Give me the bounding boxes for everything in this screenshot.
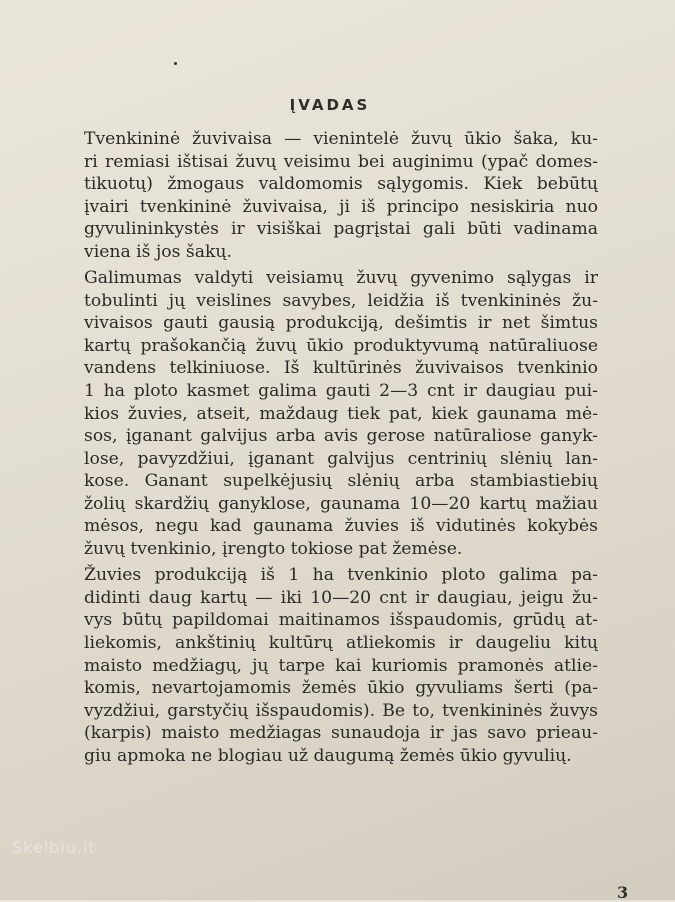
text-line: Tvenkininė žuvivaisa — vienintelė žuvų ūkio šaka, ku- <box>84 129 598 149</box>
text-line: ri remiasi ištisai žuvų veisimu bei auginimu (ypač domes- <box>84 151 598 172</box>
page-number: 3 <box>617 883 629 902</box>
text-line: kose. Ganant supelkėjusių slėnių arba stambiastiebių <box>84 471 598 492</box>
text-line: sos, įganant galvijus arba avis gerose natūraliose ganyk- <box>84 426 598 447</box>
text-line: žuvų tvenkinio, įrengto tokiose pat žemėse. <box>84 538 463 559</box>
text-line: vyzdžiui, garstyčių išspaudomis). Be to, tvenkininės žuvys <box>84 700 598 721</box>
text-line: tikuotų) žmogaus valdomomis sąlygomis. Kiek bebūtų <box>84 174 598 195</box>
text-line: Žuvies produkciją iš 1 ha tvenkinio ploto galima pa- <box>84 565 598 586</box>
text-line: viena iš jos šakų. <box>84 241 232 262</box>
text-line: vivaisos gauti gausią produkciją, dešimtis ir net šimtus <box>84 313 598 334</box>
text-line: lose, pavyzdžiui, įganant galvijus centrinių slėnių lan- <box>84 448 598 469</box>
body-text <box>84 128 598 771</box>
text-line: vandens telkiniuose. Iš kultūrinės žuvivaisos tvenkinio <box>84 358 598 379</box>
text-line: (karpis) maisto medžiagas sunaudoja ir jas savo prieau- <box>84 723 598 744</box>
text-line: tobulinti jų veislines savybes, leidžia iš tvenkininės žu- <box>84 290 598 311</box>
text-line: gyvulininkystės ir visiškai pagrįstai gali būti vadinama <box>84 219 598 240</box>
chapter-heading: ĮVADAS <box>289 96 371 114</box>
text-line: komis, nevartojamomis žemės ūkio gyvuliams šerti (pa- <box>84 678 598 699</box>
text-line: didinti daug kartų — iki 10—20 cnt ir daugiau, jeigu žu- <box>84 587 598 608</box>
text-line: įvairi tvenkininė žuvivaisa, ji iš principo nesiskiria nuo <box>84 196 598 217</box>
text-line: žolių skardžių ganyklose, gaunama 10—20 kartų mažiau <box>84 493 598 514</box>
text-line: 1 ha ploto kasmet galima gauti 2—3 cnt ir daugiau pui- <box>84 381 598 402</box>
text-line: Galimumas valdyti veisiamų žuvų gyvenimo sąlygas ir <box>84 268 598 289</box>
text-line: giu apmoka ne blogiau už daugumą žemės ūkio gyvulių. <box>84 745 572 766</box>
paragraph <box>84 128 598 263</box>
paragraph <box>84 267 598 560</box>
text-line: kios žuvies, atseit, maždaug tiek pat, kiek gaunama mė- <box>84 403 598 424</box>
paragraph <box>84 564 598 767</box>
text-line: mėsos, negu kad gaunama žuvies iš vidutinės kokybės <box>84 516 598 537</box>
watermark: Skelbiu.lt <box>12 838 96 857</box>
text-line: liekomis, ankštinių kultūrų atliekomis ir daugeliu kitų <box>84 633 598 654</box>
text-line: kartų prašokančią žuvų ūkio produktyvumą natūraliuose <box>84 335 598 356</box>
text-line: maisto medžiagų, jų tarpe kai kuriomis pramonės atlie- <box>84 655 598 676</box>
text-line: vys būtų papildomai maitinamos išspaudomis, grūdų at- <box>84 610 598 631</box>
ink-speck <box>174 62 177 65</box>
